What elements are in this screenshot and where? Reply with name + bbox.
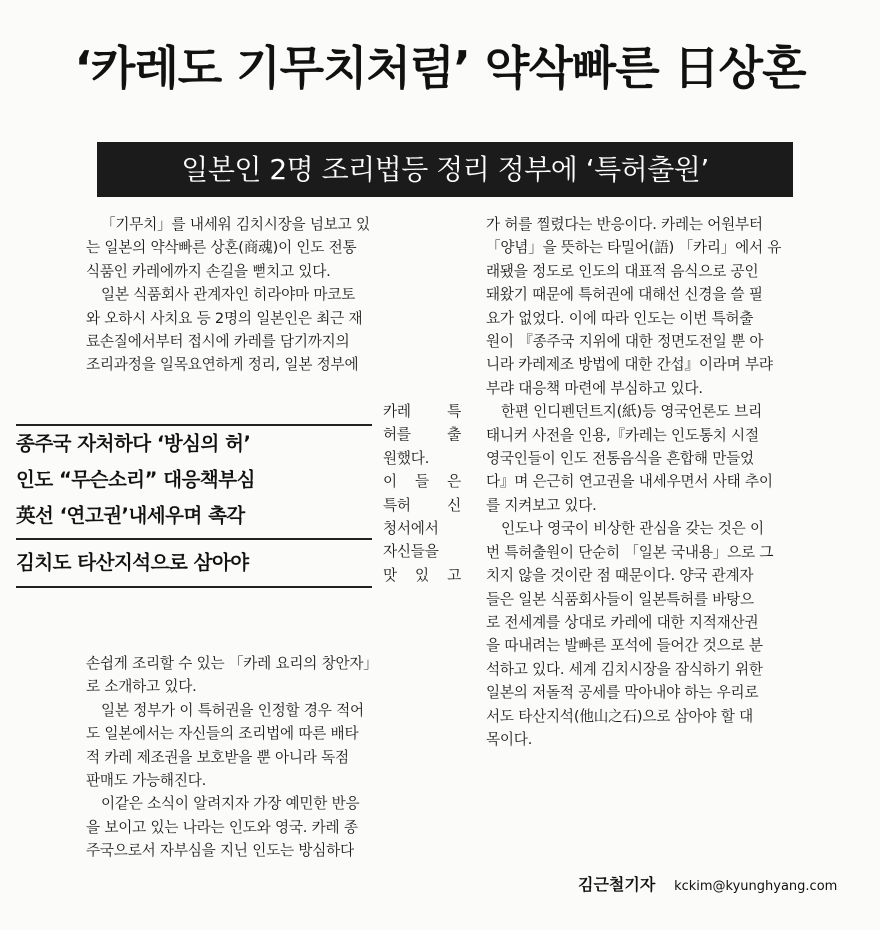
text-line: 들은 일본 식품회사들이 일본특허를 바탕으: [486, 590, 754, 608]
sidebar-headlines: [16, 424, 372, 588]
text-line: 적 카레 제조권을 보호받을 뿐 아니라 독점: [86, 748, 349, 766]
text-line: 태니커 사전을 인용,『카레는 인도통치 시절: [486, 426, 759, 444]
text-line: 일본 정부가 이 특허권을 인정할 경우 적어: [101, 701, 364, 719]
text-line: 맛 있 고: [383, 566, 461, 584]
column-1-bottom: [86, 652, 458, 863]
article-headline: ‘카레도 기무치처럼’ 약삭빠른 日상혼: [74, 41, 806, 95]
text-line: 부랴 대응책 마련에 부심하고 있다.: [486, 379, 703, 397]
text-line: 청서에서: [383, 520, 439, 538]
text-line: 판매도 가능해진다.: [86, 772, 207, 790]
text-line: 번 특허출원이 단순히 「일본 국내용」으로 그: [486, 543, 774, 561]
text-line: 로 전세계를 상대로 카레에 대한 지적재산권: [486, 613, 759, 631]
text-line: 원했다.: [383, 449, 430, 467]
text-line: 이같은 소식이 알려지자 가장 예민한 반응: [101, 795, 360, 813]
text-line: 가 허를 찔렸다는 반응이다. 카레는 어원부터: [486, 216, 763, 233]
column-2: [486, 213, 858, 751]
byline-email[interactable]: kckim@kyunghyang.com: [674, 879, 838, 894]
sidebar-line: 英선 ‘연고권’내세우며 촉각: [16, 504, 245, 527]
text-line: 와 오하시 사치요 등 2명의 일본인은 최근 재: [86, 309, 363, 327]
text-line: 조리과정을 일목요연하게 정리, 일본 정부에: [86, 356, 359, 374]
text-line: 도 일본에서는 자신들의 조리법에 따른 배타: [86, 725, 359, 743]
text-line: 을 보이고 있는 나라는 인도와 영국. 카레 종: [86, 818, 358, 836]
text-line: 료손질에서부터 접시에 카레를 담기까지의: [86, 333, 350, 351]
text-line: 를 지켜보고 있다.: [486, 496, 597, 514]
text-line: 래됐을 정도로 인도의 대표적 음식으로 공인: [486, 262, 759, 280]
sidebar-line: 종주국 자처하다 ‘방심의 허’: [16, 432, 251, 455]
article-subheadline: 일본인 2명 조리법등 정리 정부에 ‘특허출원’: [97, 142, 793, 197]
text-line: 특허 신: [383, 496, 461, 514]
text-line: 일본의 저돌적 공세를 막아내야 하는 우리로: [486, 684, 759, 702]
text-line: 는 일본의 약삭빠른 상혼(商魂)이 인도 전통: [86, 239, 357, 257]
text-line: 이 들 은: [383, 473, 461, 491]
text-line: 니라 카레제조 방법에 대한 간섭』이라며 부랴: [486, 356, 773, 374]
text-line: 허를 출: [383, 426, 461, 444]
text-line: 목이다.: [486, 730, 533, 748]
text-line: 영국인들이 인도 전통음식을 흔합해 만들었: [486, 450, 754, 468]
column-1-narrow: [383, 400, 461, 587]
text-line: 다』며 은근히 연고권을 내세우면서 사태 추이: [486, 473, 773, 491]
text-line: 로 소개하고 있다.: [86, 678, 197, 696]
text-line: 손쉽게 조리할 수 있는 「카레 요리의 창안자」: [86, 655, 378, 672]
text-line: 「양념」을 뜻하는 타밀어(語) 「카리」에서 유: [486, 239, 782, 257]
text-line: 한편 인디펜던트지(紙)등 영국언론도 브리: [501, 403, 763, 421]
text-line: 을 따내려는 발빠른 포석에 들어간 것으로 분: [486, 637, 763, 655]
text-line: 주국으로서 자부심을 지닌 인도는 방심하다: [86, 842, 354, 860]
text-line: 돼왔기 때문에 특허권에 대해선 신경을 쓸 필: [486, 286, 763, 304]
sidebar-line: 인도 “무슨소리” 대응책부심: [16, 468, 255, 491]
text-line: 치지 않을 것이란 점 때문이다. 양국 관계자: [486, 567, 754, 585]
text-line: 요가 없었다. 이에 따라 인도는 이번 특허출: [486, 309, 754, 327]
sidebar-line: 김치도 타산지석으로 삼아야: [16, 551, 249, 574]
text-line: 석하고 있다. 세계 김치시장을 잠식하기 위한: [486, 660, 763, 678]
byline: [578, 872, 837, 895]
text-line: 서도 타산지석(他山之石)으로 삼아야 할 대: [486, 707, 753, 725]
byline-reporter-name: 김근철기자: [578, 875, 656, 894]
text-line: 자신들을: [383, 543, 439, 561]
text-line: 식품인 카레에까지 손길을 뻗치고 있다.: [86, 262, 331, 280]
column-1-top: [86, 213, 458, 377]
text-line: 원이 『종주국 지위에 대한 정면도전일 뿐 아: [486, 333, 764, 351]
sidebar-rule-bottom: [16, 586, 372, 588]
text-line: 카레 특: [383, 403, 461, 420]
text-line: 일본 식품회사 관계자인 히라야마 마코토: [101, 286, 356, 304]
text-line: 「기무치」를 내세워 김치시장을 넘보고 있: [101, 216, 370, 233]
text-line: 인도나 영국이 비상한 관심을 갖는 것은 이: [501, 520, 764, 538]
